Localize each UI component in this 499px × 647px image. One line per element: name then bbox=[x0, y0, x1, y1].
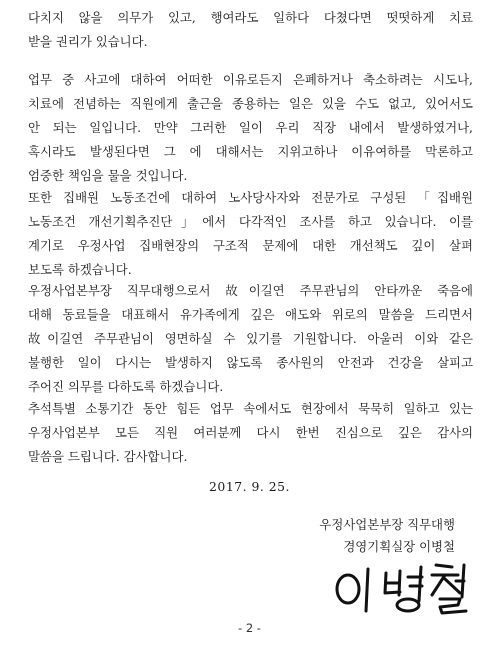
text-line: 엄중한 책임을 물을 것입니다. bbox=[28, 168, 188, 183]
text-line: 故이길연 주무관님이 영면하실 수 있기를 기원합니다. 아울러 이와 같은 bbox=[28, 331, 473, 346]
text-line: 다치지 않을 의무가 있고, 행여라도 일하다 다쳤다면 떳떳하게 치료 bbox=[28, 10, 473, 25]
paragraph-4 bbox=[28, 279, 473, 399]
text-line: 노동조건 개선기획추진단」에서 다각적인 조사를 하고 있습니다. 이를 bbox=[28, 214, 473, 229]
page-number: - 2 - bbox=[238, 621, 261, 635]
text-line: 계기로 우정사업 집배현장의 구조적 문제에 대한 개선책도 깊이 살펴 bbox=[28, 238, 473, 253]
paragraph-3 bbox=[28, 186, 473, 282]
text-line: 불행한 일이 다시는 발생하지 않도록 종사원의 안전과 건강을 살피고 bbox=[28, 355, 473, 370]
text-line: 안 되는 일입니다. 만약 그러한 일이 우리 직장 내에서 발생하였거나, bbox=[28, 120, 473, 135]
handwritten-signature bbox=[328, 555, 478, 617]
text-line: 주어진 의무를 다하도록 하겠습니다. bbox=[28, 379, 224, 394]
text-line: 혹시라도 발생된다면 그 에 대해서는 지위고하나 이유여하를 막론하고 bbox=[28, 144, 473, 159]
signatory-title: 우정사업본부장 직무대행 bbox=[319, 517, 455, 532]
paragraph-5 bbox=[28, 397, 473, 469]
text-line: 말씀을 드립니다. 감사합니다. bbox=[28, 449, 188, 464]
paragraph-1 bbox=[28, 6, 473, 54]
signatory-name: 경영기획실장 이병철 bbox=[343, 539, 455, 554]
text-line: 받을 권리가 있습니다. bbox=[28, 34, 148, 49]
text-line: 업무 중 사고에 대하여 어떠한 이유로든지 은폐하거나 축소하려는 시도나, bbox=[28, 72, 473, 87]
document-date: 2017. 9. 25. bbox=[209, 479, 290, 494]
text-line: 우정사업본부 모든 직원 여러분께 다시 한번 진심으로 깊은 감사의 bbox=[28, 425, 473, 440]
paragraph-2 bbox=[28, 68, 473, 188]
text-line: 보도록 하겠습니다. bbox=[28, 262, 132, 277]
text-line: 대해 동료들을 대표해서 유가족에게 깊은 애도와 위로의 말씀을 드리면서 bbox=[28, 307, 473, 322]
text-line: 우정사업본부장 직무대행으로서 故이길연 주무관님의 안타까운 죽음에 bbox=[28, 283, 473, 298]
text-line: 추석특별 소통기간 동안 힘든 업무 속에서도 현장에서 묵묵히 일하고 있는 bbox=[28, 401, 473, 416]
text-line: 또한 집배원 노동조건에 대하여 노사당사자와 전문가로 구성된 「집배원 bbox=[28, 190, 473, 205]
text-line: 치료에 전념하는 직원에게 출근을 종용하는 일은 있을 수도 없고, 있어서도 bbox=[28, 96, 473, 111]
